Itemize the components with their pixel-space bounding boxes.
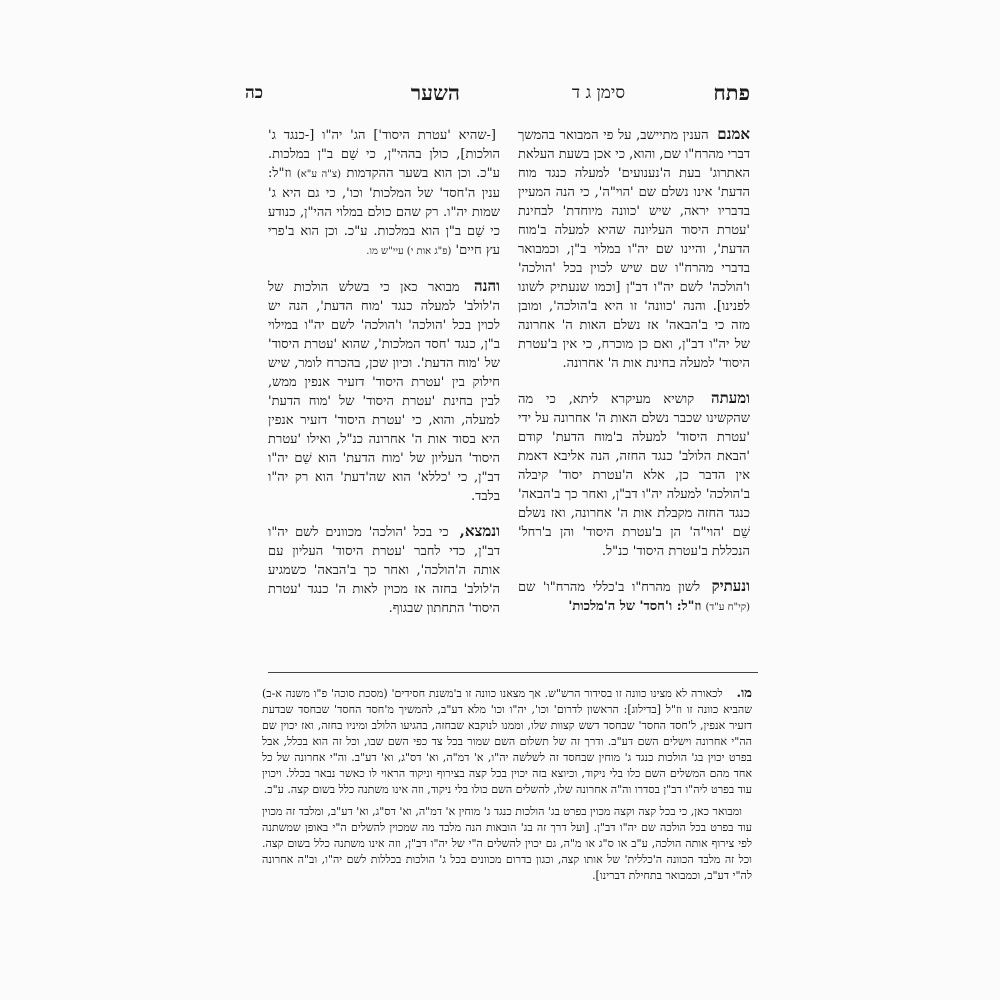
paragraph-text: [-שהיא 'עטרת היסוד'] הג' יה"ו [-כנגד ג' הולכות], כולן בההי"ן, כי שֵׁם ב"ן במלכות. ע"כ. וכן הוא בשער ההקדמות [268,128,500,181]
paragraph-lead-word: ומעתה [711,389,751,407]
paragraph [268,277,500,506]
page-number: כה [245,83,264,103]
source-reference: (צ"ה ע"א) [296,169,342,180]
paragraph-text: וז"ל: ענין ה'חסד' של המלכות' וכו', כי גם היא ג' שמות יה"ו. רק שהם כולם במלוי ההי"ן, כנודע כי שֵׁם ב"ן הוא במלכות. ע"כ. וכן הוא ב'פרי עץ חיים' [268,166,500,258]
paragraph-text: מבואר כאן כי בשלש הולכות של ה'לולב' למעלה כנגד 'מוח הדעת', הנה יש לכוין בכל 'הולכה' ו'הולכה' לשם יה"ו במילוי ב"ן, כנגד 'חסד המלכות', שהוא 'עטרת היסוד' של 'מוח הדעת'. וכיון שכן, בהכרח לומר, שיש חילוק בין 'עטרת היסוד' דזעיר אנפין ממש, לבין בחינת 'עטרת היסוד' של 'מוח הדעת' למעלה, והוא, כי 'עטרת היסוד' דזעיר אנפין היא בסוד אות ה' אחרונה כנ"ל, ואילו 'עטרת היסוד' העליון של 'מוח הדעת' הוא שֵׁם יה"ו דב"ן, כי 'כללא' הוא שה'דעת' הוא רק יה"ו בלבד. [268,280,500,504]
footnote-mark: מו. [736,686,752,701]
paragraph-text: כי בכל 'הולכה' מכוונים לשם יה"ו דב"ן, כדי לחבר 'עטרת היסוד' העליון עם אותה ה'הולכה', ואחר כך ב'הבאה' כשמגיע ה'לולב' בחזה אז מכוין לאות ה' כנגד 'עטרת היסוד' התחתון שבגוף. [268,525,500,616]
paragraph [268,522,500,618]
paragraph-lead-word: ונמצא, [459,522,500,540]
running-header [245,72,750,112]
source-reference: (קי"ח ע"ד) [705,602,750,613]
footnote-separator [268,672,758,673]
paragraph-text: קושיא מעיקרא ליתא, כי מה שהקשינו שכבר נשלם האות ה' אחרונה על ידי 'עטרת היסוד' למעלה ב'מוח הדעת' קודם 'הבאת הלולב' כנגד החזה, הנה אליבא דאמת אין הדבר כן, אלא ה'עטרת יסוד' קיבלה ב'הולכה' למעלה יה"ו דב"ן, ואחר כך ב'הבאה' כנגד החזה מקבלת אות ה' אחרונה, ואז נשלם שֵׁם 'הוי"ה' הן ב'עטרת היסוד' והן ב'רחל' הנכללת ב'עטרת היסוד' כנ"ל. [518,392,750,559]
footnote [262,686,752,798]
paragraph-text: לשון מהרח"ו ב'כללי מהרח"ו' שם [518,580,701,595]
footnotes [262,686,752,890]
paragraph-lead-word: ונעתיק [711,577,750,595]
left-text-column [268,125,500,634]
source-reference: (פ"ג אות י) עיי"ש מו. [366,246,452,257]
paragraph-text: וז"ל: ו'חסד' של ה'מלכות' [568,599,702,614]
paragraph-lead-word: והנה [474,277,500,295]
footnote-text: לכאורה לא מצינו כוונה זו בסידור הרש"ש. אך מצאנו כוונה זו ב'משנת חסידים' (מסכת סוכה' פ"ו משנה א-ב) שהביא כוונה זו וז"ל [בדילוג]: הראשון לדרום' וכו', יה"ו וכו' מלא דע"ב, להמשיך מ'חסד החסד' שבחסד שבדעת דזעיר אנפין, ל'חסד החסד' שבחסד דשש קצוות שלו, וממנו לנוקבא שבחזה, בהגיעו הלולב ומיניו בחזה, ואז יכוין שם הה"י אחרונה וישלים השם דע"ב. ודרך זה של תשלום השם שמור בכל צד כפי השם שבו, וכל זה הוא בכלל, אבל בפרט יכוין בג' הולכות כנגד ג' מוחין שבחסד זה לשלשה יה"ו, א' דמ"ה, וא' דס"ג, וא' דע"ב. וה"י אחרונה של כל אחד מהם המשלים השם כלו בלי ניקוד, וכיוצא בזה יכוין בכל קצה בצירוף וניקוד הראוי לו כאשר נבאר בכלל. ויכוין עוד בפרט ליה"ו דב"ן בסדרו וה"ה אחרונה שלו, להשלים השם כולו בלי ניקוד, וזה אינו משתנה כלל בשום קצה. ע"כ. [262,687,752,796]
header-siman: סימן ג ד [571,83,625,103]
footnote [262,804,752,884]
footnote-text: ומבואר כאן, כי בכל קצה וקצה מכוין בפרט בג' הולכות כנגד ג' מוחין א' דמ"ה, וא' דס"ג, וא' דע"ב, ומלבד זה מכוין עוד בפרט בכל הולכה שם יה"ו דב"ן. [ועל דרך זה בג' הובאות הנה מלבד מה שמכוין להשלים ה"י באופן שמשתנה לפי צירוף אותה הולכה, ע"ב או ס"ג או מ"ה, גם יכוין להשלים ה"י של יה"ו דב"ן, וזה אינו משתנה כלל בשום קצה. וכל זה מלבד הכוונה ה'כללית' של אותו קצה, וכגון בדרום מכוונים בכל ג' הולכות בכללות לשם יה"ו, וב"ה אחרונה לה"י דע"ב, וכמבואר בתחילת דברינו]. [262,805,752,882]
right-text-column [518,125,750,633]
header-book-title: השער [410,80,460,105]
header-section-title: פתח [713,80,750,105]
paragraph [268,125,500,261]
paragraph-text: הענין מתיישב, על פי המבואר בהמשך דברי מהרח"ו שם, והוא, כי אכן בשעת העלאת האתרוג' בעת ה'נענועים' למעלה כנגד מוח הדעת' אינו נשלם שם 'הוי"ה', כי הנה המעיין בדבריו יראה, שיש 'כוונה מיוחדת' לבחינת 'עטרת היסוד העליונה שהיא למעלה ב'מוח הדעת', והיינו שם יה"ו במלוי ב"ן, וכמבואר בדברי מהרח"ו שם שיש לכוין בכל 'הולכה' ו'הולכה' לשם יה"ו דב"ן [וכמו שנעתיק לשונו לפנינו]. והנה 'כוונה' זו היא ב'הולכה', ומובן מזה כי ב'הבאה' אז נשלם האות ה' אחרונה של יה"ו דב"ן, ואם כן מוכרח, כי אין ב'עטרת היסוד' למעלה בחינת אות ה' אחרונה. [518,128,750,371]
paragraph [518,389,750,561]
paragraph [518,577,750,617]
paragraph [518,125,750,373]
paragraph-lead-word: אמנם [717,125,750,143]
